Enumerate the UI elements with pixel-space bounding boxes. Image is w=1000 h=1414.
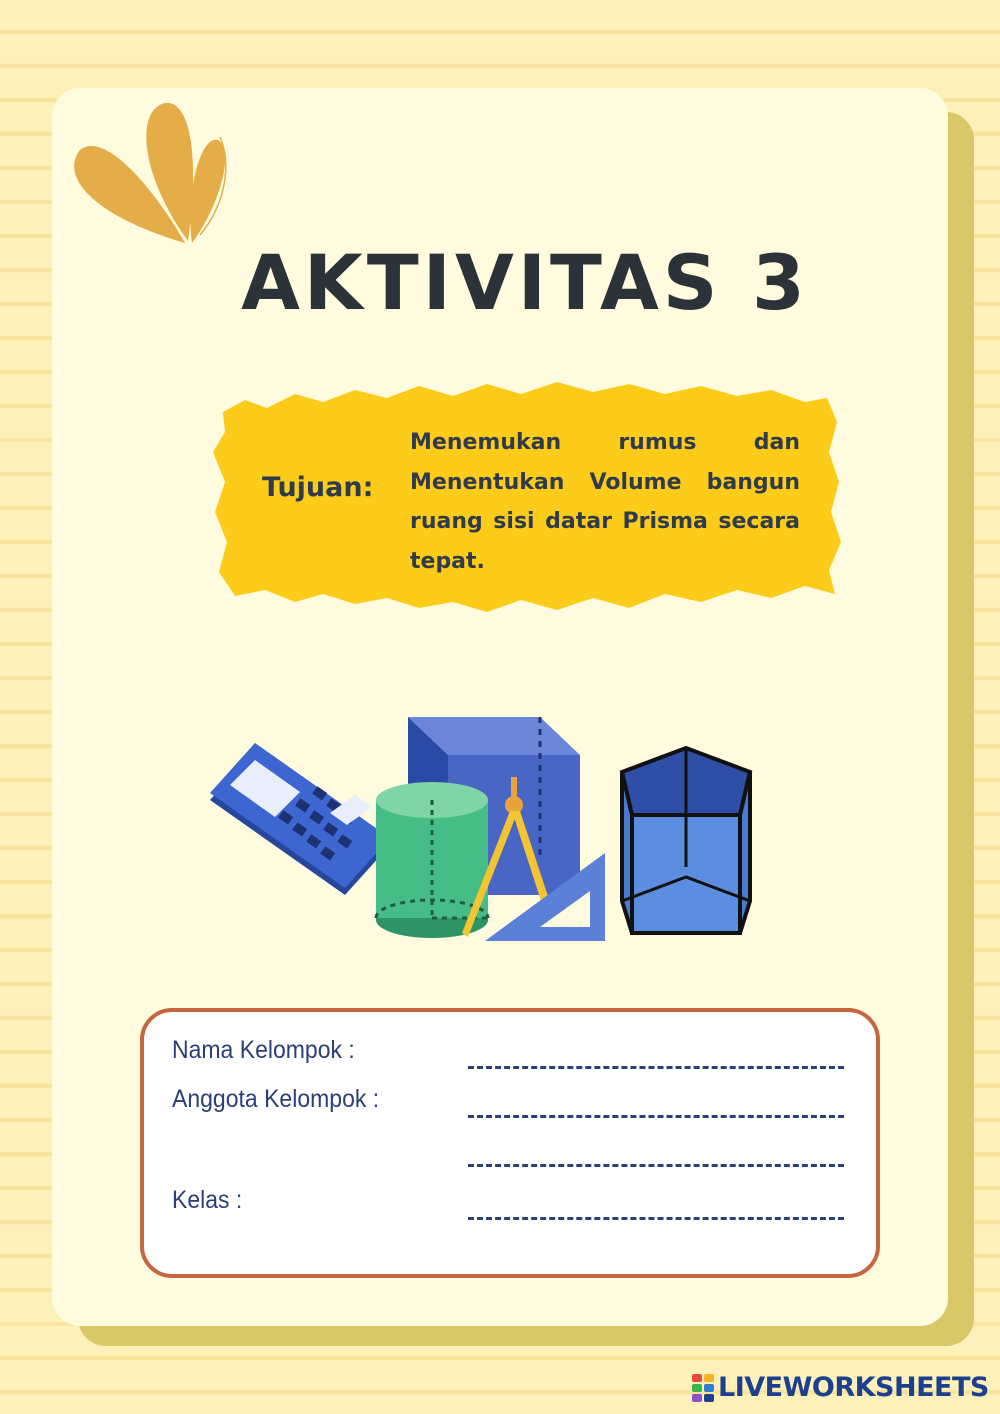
members-field-2[interactable] (468, 1164, 844, 1167)
goal-label: Tujuan: (262, 472, 374, 503)
math-illustration (200, 705, 770, 955)
class-label: Kelas : (172, 1186, 243, 1214)
pentagonal-prism-icon (622, 748, 750, 933)
leaf-flourish-icon (60, 95, 240, 255)
class-field[interactable] (468, 1217, 844, 1220)
page-title: AKTIVITAS 3 (241, 238, 809, 327)
liveworksheets-logo[interactable] (692, 1372, 989, 1403)
liveworksheets-wordmark: LIVEWORKSHEETS (718, 1372, 989, 1403)
members-field-1[interactable] (468, 1115, 844, 1118)
calculator-icon (210, 743, 390, 895)
goal-text: Menemukan rumus dan Menentukan Volume bangun ruang sisi datar Prisma secara tepat. (410, 430, 800, 574)
members-label: Anggota Kelompok : (172, 1085, 380, 1113)
group-name-field[interactable] (468, 1066, 844, 1069)
liveworksheets-logo-icon (692, 1374, 714, 1402)
group-name-label: Nama Kelompok : (172, 1036, 355, 1064)
